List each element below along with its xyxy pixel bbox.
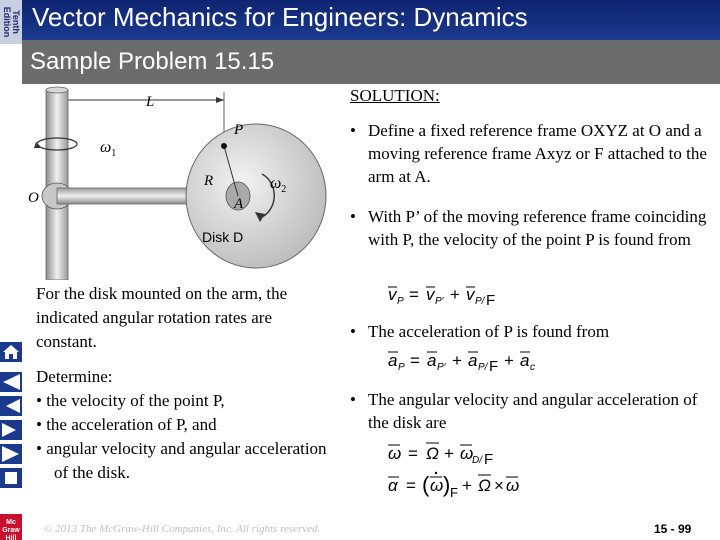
label-omega1: $\omega_1$ (100, 139, 117, 159)
svg-text:Ω: Ω (478, 476, 491, 495)
svg-text:v: v (466, 285, 475, 304)
slide-header (22, 0, 720, 40)
svg-text:P/: P/ (475, 296, 485, 307)
angular-velocity-equation (386, 440, 536, 466)
svg-text:α: α (388, 476, 398, 495)
first-slide-icon[interactable] (0, 372, 22, 392)
label-omega2: $\omega_2$ (270, 175, 287, 195)
svg-text:P′: P′ (437, 362, 446, 373)
svg-text:a: a (468, 351, 478, 370)
svg-text:(: ( (422, 472, 430, 497)
determine-heading: Determine: (36, 367, 113, 386)
svg-text:+: + (444, 444, 454, 463)
page-number: 15 - 99 (654, 522, 692, 536)
angular-acceleration-equation (386, 470, 536, 500)
previous-slide-icon[interactable] (0, 396, 22, 416)
label-O: O (28, 190, 39, 206)
svg-text:P/: P/ (478, 362, 488, 373)
svg-text:a: a (520, 351, 530, 370)
solution-bullet: • The acceleration of P is found from (350, 322, 610, 341)
svg-text:+: + (462, 476, 472, 495)
copyright-notice: © 2013 The McGraw-Hill Companies, Inc. All rights reserved. (44, 523, 321, 535)
label-P: P (234, 122, 244, 138)
solution-bullet: • With P’ of the moving reference frame coinciding with P, the velocity of the point P is found from (350, 207, 707, 249)
svg-text:P: P (398, 362, 405, 373)
label-R: R (204, 173, 214, 189)
edition-badge (0, 0, 22, 44)
solution-bullet: • The angular velocity and angular acceleration of the disk are (350, 390, 698, 432)
solution-heading: SOLUTION: (350, 86, 440, 105)
svg-text:D/: D/ (472, 455, 482, 466)
svg-text:+: + (450, 285, 460, 304)
acceleration-equation (386, 347, 566, 373)
svg-text:): ) (443, 472, 451, 497)
next-slide-icon[interactable] (0, 420, 22, 440)
svg-text:ω: ω (506, 476, 520, 495)
publisher-logo: Mc Graw Hill (0, 514, 22, 540)
svg-text:F: F (484, 451, 494, 466)
svg-text:F: F (450, 485, 458, 500)
svg-text:+: + (504, 351, 514, 370)
svg-text:a: a (427, 351, 437, 370)
determine-item: • the acceleration of P, and (36, 415, 217, 434)
slide-title: Vector Mechanics for Engineers: Dynamics (32, 2, 528, 32)
svg-text:P: P (397, 296, 404, 307)
slide-subtitle: Sample Problem 15.15 (30, 48, 275, 75)
svg-text:+: + (452, 351, 462, 370)
determine-item: • angular velocity and angular acceleration of the disk. (36, 439, 327, 482)
last-slide-icon[interactable] (0, 444, 22, 464)
svg-text:=: = (406, 476, 416, 495)
determine-list (36, 365, 336, 485)
label-A: A (234, 196, 244, 212)
arm-disk-figure (24, 84, 336, 280)
svg-text:=: = (410, 351, 420, 370)
svg-text:v: v (388, 285, 397, 304)
svg-text:F: F (489, 358, 499, 373)
svg-text:ω: ω (388, 444, 402, 463)
velocity-equation (386, 281, 526, 307)
edition-label: Tenth Edition (2, 6, 21, 38)
svg-text:c: c (530, 362, 535, 373)
label-L: L (146, 94, 155, 110)
problem-statement: For the disk mounted on the arm, the indicated angular rotation rates are constant. (36, 284, 288, 351)
navigation-strip (0, 0, 22, 540)
svg-text:ω: ω (430, 476, 444, 495)
svg-text:×: × (494, 476, 504, 495)
home-icon[interactable] (0, 342, 22, 362)
label-disk: Disk D (202, 229, 244, 245)
svg-text:v: v (426, 285, 435, 304)
svg-text:Ω: Ω (426, 444, 439, 463)
svg-text:P′: P′ (435, 296, 444, 307)
svg-text:=: = (409, 285, 419, 304)
svg-text:ω: ω (460, 444, 474, 463)
exit-icon[interactable] (0, 468, 22, 488)
determine-item: • the velocity of the point P, (36, 391, 225, 410)
svg-text:a: a (388, 351, 398, 370)
svg-text:=: = (408, 444, 418, 463)
slide-subheader (22, 40, 720, 84)
svg-text:F: F (486, 292, 496, 307)
solution-bullet: • Define a fixed reference frame OXYZ at O and a moving reference frame Axyz or F attached to the arm at A. (350, 121, 707, 186)
